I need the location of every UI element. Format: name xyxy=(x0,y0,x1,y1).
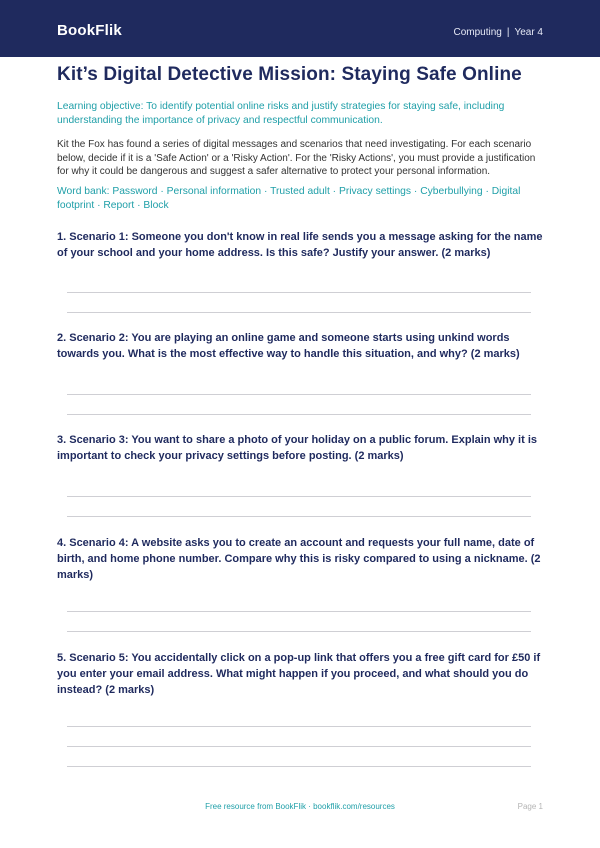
answer-line[interactable] xyxy=(67,292,531,293)
footer-text: Free resource from BookFlik · bookflik.com/resources xyxy=(205,802,395,811)
answer-line[interactable] xyxy=(67,516,531,517)
page-number: Page 1 xyxy=(517,802,543,811)
question-5: 5. Scenario 5: You accidentally click on a pop-up link that offers you a free gift card for £50 if you enter your email address. What might happen if you proceed, and what should you do instead? (2 marks) xyxy=(57,652,541,696)
subject-label: Computing xyxy=(453,27,502,38)
page-title: Kit’s Digital Detective Mission: Staying Safe Online xyxy=(57,64,522,85)
question-1: 1. Scenario 1: Someone you don't know in real life sends you a message asking for the name of your school and your home address. Is this safe? Justify your answer. (2 marks) xyxy=(57,231,543,259)
question-4: 4. Scenario 4: A website asks you to create an account and requests your full name, date of birth, and home phone number. Compare why this is risky compared to using a nickname. (2 marks) xyxy=(57,537,541,581)
answer-line[interactable] xyxy=(67,414,531,415)
question-2: 2. Scenario 2: You are playing an online game and someone starts using unkind words towards you. What is the most effective way to handle this situation, and why? (2 marks) xyxy=(57,332,520,360)
intro-text: Kit the Fox has found a series of digital messages and scenarios that need investigating. For each scenario below, decide if it is a 'Safe Action' or a 'Risky Action'. For the 'Risky Actions', you must provide a justification for why it could be dangerous and suggest a safer alternative to protect your personal information. xyxy=(57,139,536,177)
answer-line[interactable] xyxy=(67,631,531,632)
answer-line[interactable] xyxy=(67,394,531,395)
answer-line[interactable] xyxy=(67,312,531,313)
answer-line[interactable] xyxy=(67,611,531,612)
learning-objective: Learning objective: To identify potential online risks and justify strategies for staying safe, including understanding the importance of privacy and respectful communication. xyxy=(57,101,505,126)
year-label: Year 4 xyxy=(514,27,543,38)
brand-logo: BookFlik xyxy=(57,22,122,39)
word-bank: Word bank: Password · Personal information · Trusted adult · Privacy settings · Cyberbullying · Digital footprint · Report · Block xyxy=(57,186,521,211)
meta-separator: | xyxy=(506,27,510,38)
page-header xyxy=(0,0,600,57)
answer-line[interactable] xyxy=(67,726,531,727)
subject-meta xyxy=(453,27,543,38)
question-3: 3. Scenario 3: You want to share a photo of your holiday on a public forum. Explain why it is important to check your privacy settings before posting. (2 marks) xyxy=(57,434,537,462)
answer-line[interactable] xyxy=(67,746,531,747)
answer-line[interactable] xyxy=(67,766,531,767)
answer-line[interactable] xyxy=(67,496,531,497)
